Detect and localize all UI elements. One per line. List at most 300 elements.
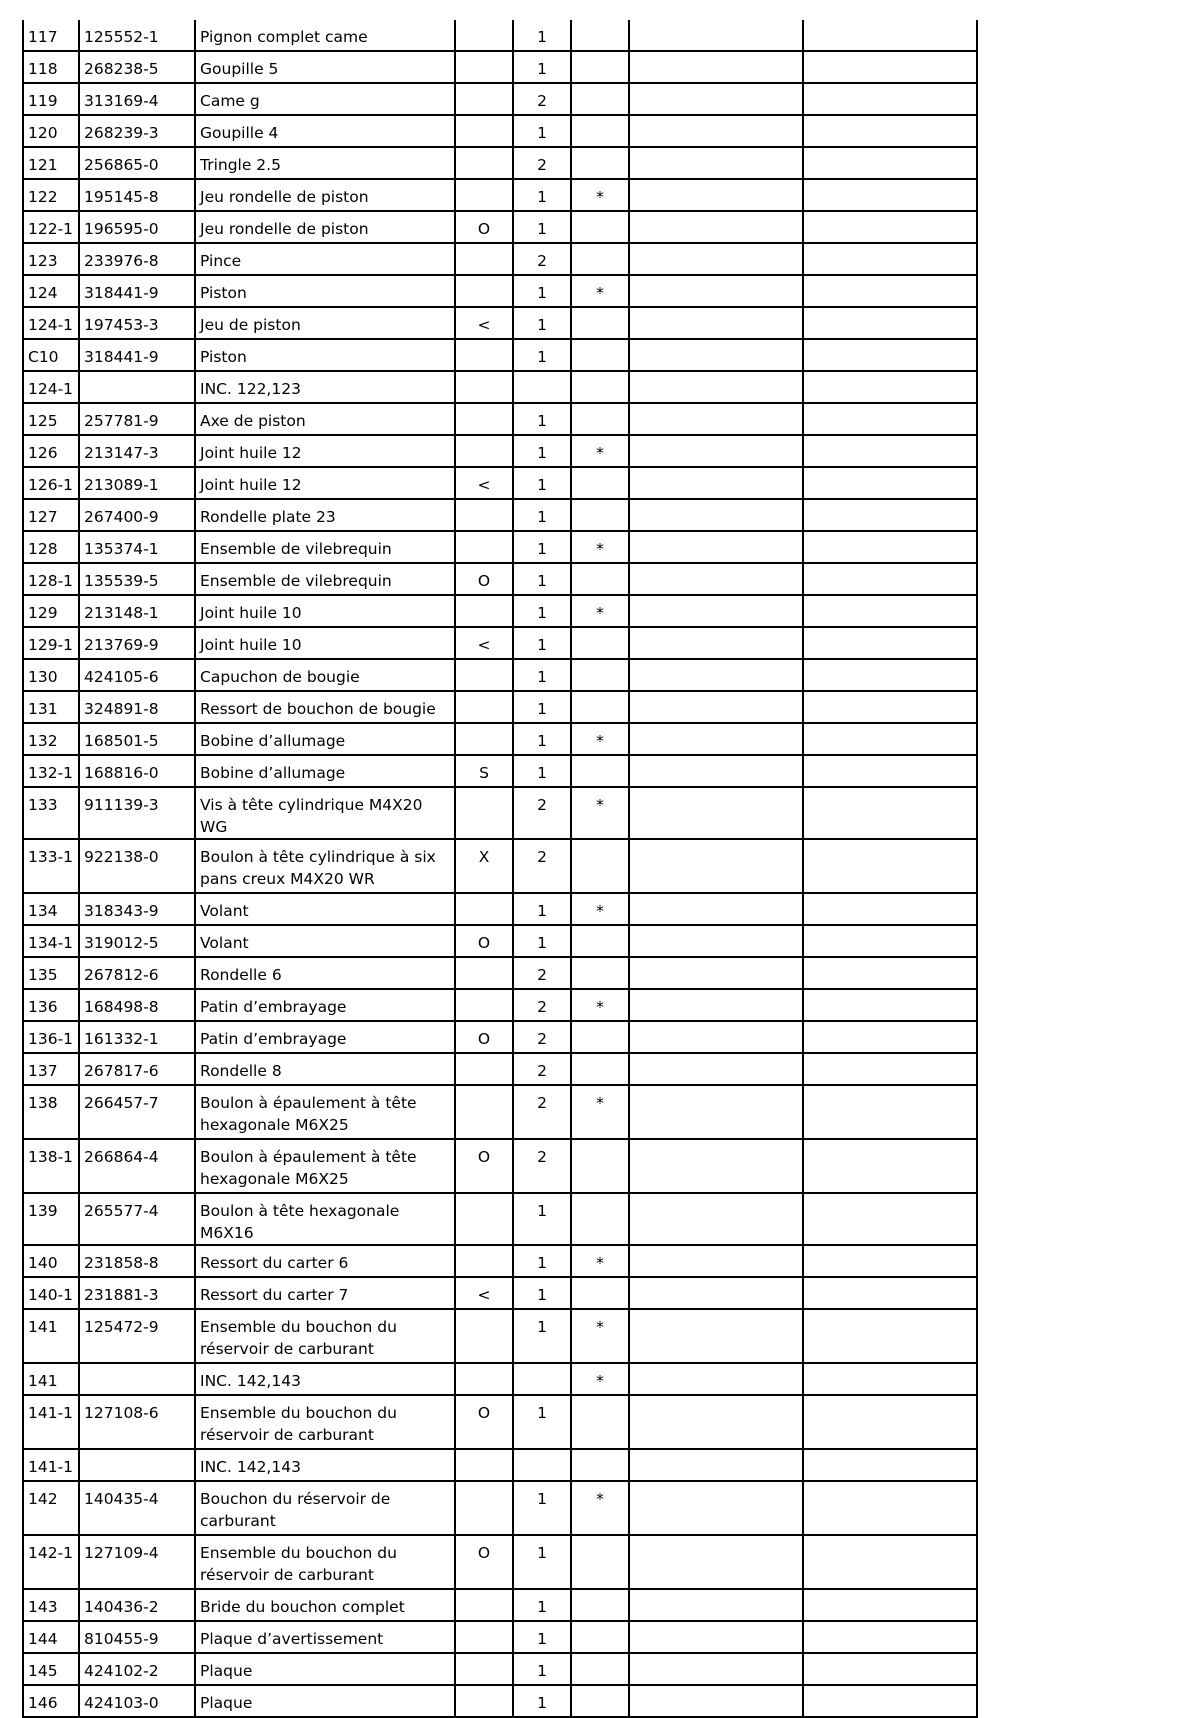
note-star-cell (571, 1139, 629, 1193)
mark-cell (455, 893, 513, 925)
part-code-cell (79, 1449, 195, 1481)
description-cell: Capuchon de bougie (195, 659, 455, 691)
item-number-cell: 119 (23, 83, 79, 115)
part-code-cell: 125472-9 (79, 1309, 195, 1363)
description-cell: Plaque d’avertissement (195, 1621, 455, 1653)
quantity-cell: 1 (513, 275, 571, 307)
quantity-cell (513, 371, 571, 403)
table-row (23, 1193, 977, 1245)
note-star-cell (571, 243, 629, 275)
table-row (23, 1621, 977, 1653)
empty-cell (629, 467, 803, 499)
item-number-cell: 132 (23, 723, 79, 755)
part-code-cell: 257781-9 (79, 403, 195, 435)
part-code-cell: 140436-2 (79, 1589, 195, 1621)
mark-cell: < (455, 627, 513, 659)
part-code-cell: 268238-5 (79, 51, 195, 83)
parts-list-table (22, 20, 978, 1718)
note-star-cell (571, 83, 629, 115)
empty-cell (629, 1589, 803, 1621)
item-number-cell: 139 (23, 1193, 79, 1245)
quantity-cell: 1 (513, 1685, 571, 1717)
item-number-cell: 127 (23, 499, 79, 531)
quantity-cell: 1 (513, 531, 571, 563)
empty-cell (629, 627, 803, 659)
empty-cell (803, 957, 977, 989)
empty-cell (803, 83, 977, 115)
part-code-cell: 267812-6 (79, 957, 195, 989)
part-code-cell (79, 1363, 195, 1395)
empty-cell (629, 1277, 803, 1309)
empty-cell (629, 1535, 803, 1589)
description-cell: Pignon complet came (195, 20, 455, 51)
empty-cell (629, 659, 803, 691)
mark-cell (455, 787, 513, 839)
item-number-cell: 117 (23, 20, 79, 51)
part-code-cell: 231858-8 (79, 1245, 195, 1277)
mark-cell (455, 1589, 513, 1621)
table-row (23, 659, 977, 691)
empty-cell (629, 1085, 803, 1139)
mark-cell (455, 691, 513, 723)
empty-cell (629, 20, 803, 51)
table-row (23, 1449, 977, 1481)
part-code-cell (79, 371, 195, 403)
mark-cell (455, 243, 513, 275)
quantity-cell (513, 1363, 571, 1395)
note-star-cell (571, 1653, 629, 1685)
note-star-cell: * (571, 595, 629, 627)
quantity-cell: 1 (513, 51, 571, 83)
quantity-cell: 1 (513, 1621, 571, 1653)
empty-cell (629, 839, 803, 893)
empty-cell (629, 595, 803, 627)
description-cell: Came g (195, 83, 455, 115)
note-star-cell: * (571, 1363, 629, 1395)
empty-cell (629, 179, 803, 211)
part-code-cell: 318343-9 (79, 893, 195, 925)
empty-cell (803, 1021, 977, 1053)
note-star-cell: * (571, 275, 629, 307)
empty-cell (629, 1481, 803, 1535)
empty-cell (803, 51, 977, 83)
quantity-cell: 2 (513, 1053, 571, 1085)
empty-cell (803, 211, 977, 243)
part-code-cell: 313169-4 (79, 83, 195, 115)
quantity-cell: 1 (513, 1245, 571, 1277)
table-row (23, 1021, 977, 1053)
table-row (23, 1139, 977, 1193)
item-number-cell: 141 (23, 1309, 79, 1363)
note-star-cell (571, 147, 629, 179)
note-star-cell (571, 755, 629, 787)
description-cell: Boulon à tête cylindrique à six pans creux M4X20 WR (195, 839, 455, 893)
quantity-cell: 2 (513, 83, 571, 115)
empty-cell (629, 147, 803, 179)
note-star-cell: * (571, 531, 629, 563)
item-number-cell: 124 (23, 275, 79, 307)
description-cell: Boulon à tête hexagonale M6X16 (195, 1193, 455, 1245)
description-cell: Joint huile 10 (195, 595, 455, 627)
empty-cell (629, 893, 803, 925)
description-cell: INC. 142,143 (195, 1363, 455, 1395)
quantity-cell: 1 (513, 467, 571, 499)
table-row (23, 339, 977, 371)
note-star-cell (571, 1535, 629, 1589)
mark-cell: X (455, 839, 513, 893)
quantity-cell: 1 (513, 339, 571, 371)
item-number-cell: 146 (23, 1685, 79, 1717)
description-cell: Ensemble de vilebrequin (195, 563, 455, 595)
empty-cell (629, 787, 803, 839)
quantity-cell: 2 (513, 787, 571, 839)
mark-cell (455, 659, 513, 691)
mark-cell (455, 1363, 513, 1395)
empty-cell (803, 275, 977, 307)
mark-cell: < (455, 467, 513, 499)
description-cell: Volant (195, 893, 455, 925)
empty-cell (803, 595, 977, 627)
note-star-cell: * (571, 1481, 629, 1535)
empty-cell (803, 1589, 977, 1621)
mark-cell (455, 435, 513, 467)
part-code-cell: 213147-3 (79, 435, 195, 467)
mark-cell (455, 1481, 513, 1535)
item-number-cell: 136 (23, 989, 79, 1021)
part-code-cell: 233976-8 (79, 243, 195, 275)
table-row (23, 115, 977, 147)
quantity-cell: 2 (513, 147, 571, 179)
empty-cell (803, 787, 977, 839)
note-star-cell: * (571, 989, 629, 1021)
empty-cell (629, 307, 803, 339)
empty-cell (629, 1021, 803, 1053)
part-code-cell: 135539-5 (79, 563, 195, 595)
part-code-cell: 911139-3 (79, 787, 195, 839)
item-number-cell: 138-1 (23, 1139, 79, 1193)
quantity-cell: 2 (513, 957, 571, 989)
mark-cell (455, 1653, 513, 1685)
empty-cell (803, 307, 977, 339)
item-number-cell: 145 (23, 1653, 79, 1685)
description-cell: Bouchon du réservoir de carburant (195, 1481, 455, 1535)
item-number-cell: 134 (23, 893, 79, 925)
quantity-cell: 2 (513, 989, 571, 1021)
empty-cell (803, 115, 977, 147)
note-star-cell (571, 115, 629, 147)
empty-cell (803, 499, 977, 531)
item-number-cell: 133-1 (23, 839, 79, 893)
table-row (23, 435, 977, 467)
empty-cell (803, 659, 977, 691)
mark-cell (455, 371, 513, 403)
table-row (23, 787, 977, 839)
item-number-cell: 128-1 (23, 563, 79, 595)
part-code-cell: 424102-2 (79, 1653, 195, 1685)
table-row (23, 1053, 977, 1085)
table-row (23, 1535, 977, 1589)
table-row (23, 179, 977, 211)
description-cell: Ressort de bouchon de bougie (195, 691, 455, 723)
note-star-cell (571, 1053, 629, 1085)
item-number-cell: 142 (23, 1481, 79, 1535)
empty-cell (803, 1621, 977, 1653)
table-row (23, 627, 977, 659)
empty-cell (803, 755, 977, 787)
part-code-cell: 127108-6 (79, 1395, 195, 1449)
empty-cell (803, 371, 977, 403)
part-code-cell: 319012-5 (79, 925, 195, 957)
item-number-cell: 126 (23, 435, 79, 467)
note-star-cell (571, 839, 629, 893)
description-cell: Axe de piston (195, 403, 455, 435)
table-row (23, 957, 977, 989)
empty-cell (803, 1395, 977, 1449)
item-number-cell: 126-1 (23, 467, 79, 499)
note-star-cell (571, 1021, 629, 1053)
empty-cell (629, 1193, 803, 1245)
table-row (23, 1653, 977, 1685)
note-star-cell (571, 339, 629, 371)
empty-cell (803, 1685, 977, 1717)
description-cell: Boulon à épaulement à tête hexagonale M6X25 (195, 1139, 455, 1193)
note-star-cell (571, 659, 629, 691)
table-row (23, 839, 977, 893)
mark-cell (455, 989, 513, 1021)
description-cell: Bride du bouchon complet (195, 1589, 455, 1621)
table-row (23, 1245, 977, 1277)
mark-cell (455, 1621, 513, 1653)
empty-cell (629, 51, 803, 83)
item-number-cell: 144 (23, 1621, 79, 1653)
table-row (23, 925, 977, 957)
empty-cell (629, 563, 803, 595)
empty-cell (803, 1139, 977, 1193)
quantity-cell: 1 (513, 925, 571, 957)
item-number-cell: 138 (23, 1085, 79, 1139)
item-number-cell: 125 (23, 403, 79, 435)
empty-cell (629, 371, 803, 403)
table-row (23, 723, 977, 755)
empty-cell (803, 1277, 977, 1309)
note-star-cell: * (571, 1245, 629, 1277)
table-row (23, 211, 977, 243)
table-row (23, 243, 977, 275)
note-star-cell (571, 627, 629, 659)
quantity-cell: 2 (513, 839, 571, 893)
table-row (23, 1481, 977, 1535)
table-row (23, 1363, 977, 1395)
part-code-cell: 266864-4 (79, 1139, 195, 1193)
quantity-cell: 2 (513, 1085, 571, 1139)
table-row (23, 989, 977, 1021)
empty-cell (803, 467, 977, 499)
description-cell: Piston (195, 339, 455, 371)
description-cell: Plaque (195, 1653, 455, 1685)
table-row (23, 1277, 977, 1309)
quantity-cell: 1 (513, 1589, 571, 1621)
empty-cell (803, 563, 977, 595)
empty-cell (629, 403, 803, 435)
description-cell: Plaque (195, 1685, 455, 1717)
description-cell: Goupille 5 (195, 51, 455, 83)
item-number-cell: 124-1 (23, 371, 79, 403)
note-star-cell (571, 1449, 629, 1481)
part-code-cell: 318441-9 (79, 275, 195, 307)
mark-cell: O (455, 1535, 513, 1589)
quantity-cell: 2 (513, 1139, 571, 1193)
quantity-cell: 1 (513, 659, 571, 691)
item-number-cell: C10 (23, 339, 79, 371)
table-row (23, 893, 977, 925)
note-star-cell: * (571, 179, 629, 211)
empty-cell (803, 1363, 977, 1395)
empty-cell (629, 1395, 803, 1449)
mark-cell (455, 275, 513, 307)
table-row (23, 403, 977, 435)
description-cell: Patin d’embrayage (195, 1021, 455, 1053)
empty-cell (629, 723, 803, 755)
mark-cell (455, 957, 513, 989)
empty-cell (629, 83, 803, 115)
empty-cell (803, 723, 977, 755)
item-number-cell: 124-1 (23, 307, 79, 339)
empty-cell (803, 1085, 977, 1139)
mark-cell (455, 595, 513, 627)
item-number-cell: 132-1 (23, 755, 79, 787)
empty-cell (803, 1193, 977, 1245)
part-code-cell: 810455-9 (79, 1621, 195, 1653)
mark-cell (455, 723, 513, 755)
part-code-cell: 161332-1 (79, 1021, 195, 1053)
part-code-cell: 140435-4 (79, 1481, 195, 1535)
description-cell: Rondelle 8 (195, 1053, 455, 1085)
table-row (23, 595, 977, 627)
description-cell: Bobine d’allumage (195, 755, 455, 787)
item-number-cell: 123 (23, 243, 79, 275)
table-row (23, 1685, 977, 1717)
empty-cell (629, 339, 803, 371)
empty-cell (629, 957, 803, 989)
table-row (23, 51, 977, 83)
table-row (23, 467, 977, 499)
mark-cell (455, 531, 513, 563)
empty-cell (803, 20, 977, 51)
empty-cell (629, 1685, 803, 1717)
empty-cell (629, 115, 803, 147)
note-star-cell: * (571, 1309, 629, 1363)
empty-cell (803, 339, 977, 371)
mark-cell (455, 20, 513, 51)
empty-cell (803, 925, 977, 957)
empty-cell (629, 275, 803, 307)
table-row (23, 531, 977, 563)
empty-cell (629, 211, 803, 243)
quantity-cell: 1 (513, 1481, 571, 1535)
empty-cell (803, 1309, 977, 1363)
part-code-cell: 424105-6 (79, 659, 195, 691)
mark-cell (455, 339, 513, 371)
description-cell: Joint huile 12 (195, 435, 455, 467)
mark-cell: S (455, 755, 513, 787)
mark-cell (455, 1085, 513, 1139)
mark-cell: O (455, 1021, 513, 1053)
table-row (23, 755, 977, 787)
note-star-cell: * (571, 723, 629, 755)
description-cell: INC. 142,143 (195, 1449, 455, 1481)
quantity-cell: 1 (513, 1277, 571, 1309)
empty-cell (629, 499, 803, 531)
table-row (23, 1395, 977, 1449)
description-cell: Ensemble du bouchon du réservoir de carburant (195, 1395, 455, 1449)
empty-cell (629, 1245, 803, 1277)
note-star-cell (571, 371, 629, 403)
empty-cell (629, 755, 803, 787)
quantity-cell: 1 (513, 1193, 571, 1245)
empty-cell (803, 989, 977, 1021)
note-star-cell (571, 20, 629, 51)
mark-cell: O (455, 925, 513, 957)
item-number-cell: 133 (23, 787, 79, 839)
description-cell: Jeu rondelle de piston (195, 211, 455, 243)
empty-cell (803, 1449, 977, 1481)
quantity-cell: 1 (513, 1535, 571, 1589)
empty-cell (629, 435, 803, 467)
empty-cell (803, 1245, 977, 1277)
description-cell: Volant (195, 925, 455, 957)
item-number-cell: 140-1 (23, 1277, 79, 1309)
item-number-cell: 128 (23, 531, 79, 563)
part-code-cell: 127109-4 (79, 1535, 195, 1589)
item-number-cell: 141-1 (23, 1449, 79, 1481)
part-code-cell: 195145-8 (79, 179, 195, 211)
item-number-cell: 120 (23, 115, 79, 147)
mark-cell (455, 499, 513, 531)
part-code-cell: 922138-0 (79, 839, 195, 893)
mark-cell: O (455, 1139, 513, 1193)
mark-cell (455, 1449, 513, 1481)
quantity-cell: 2 (513, 243, 571, 275)
table-row (23, 1589, 977, 1621)
table-row (23, 691, 977, 723)
empty-cell (803, 1653, 977, 1685)
quantity-cell: 1 (513, 627, 571, 659)
part-code-cell: 256865-0 (79, 147, 195, 179)
description-cell: Ensemble de vilebrequin (195, 531, 455, 563)
note-star-cell (571, 1277, 629, 1309)
description-cell: Piston (195, 275, 455, 307)
description-cell: Tringle 2.5 (195, 147, 455, 179)
empty-cell (629, 1653, 803, 1685)
empty-cell (803, 531, 977, 563)
description-cell: Joint huile 12 (195, 467, 455, 499)
part-code-cell: 213148-1 (79, 595, 195, 627)
empty-cell (629, 1139, 803, 1193)
table-row (23, 147, 977, 179)
part-code-cell: 125552-1 (79, 20, 195, 51)
part-code-cell: 213769-9 (79, 627, 195, 659)
mark-cell (455, 1309, 513, 1363)
description-cell: Ensemble du bouchon du réservoir de carburant (195, 1309, 455, 1363)
note-star-cell: * (571, 787, 629, 839)
item-number-cell: 122-1 (23, 211, 79, 243)
empty-cell (803, 403, 977, 435)
part-code-cell: 266457-7 (79, 1085, 195, 1139)
table-row (23, 20, 977, 51)
empty-cell (803, 1481, 977, 1535)
quantity-cell: 1 (513, 563, 571, 595)
note-star-cell (571, 307, 629, 339)
